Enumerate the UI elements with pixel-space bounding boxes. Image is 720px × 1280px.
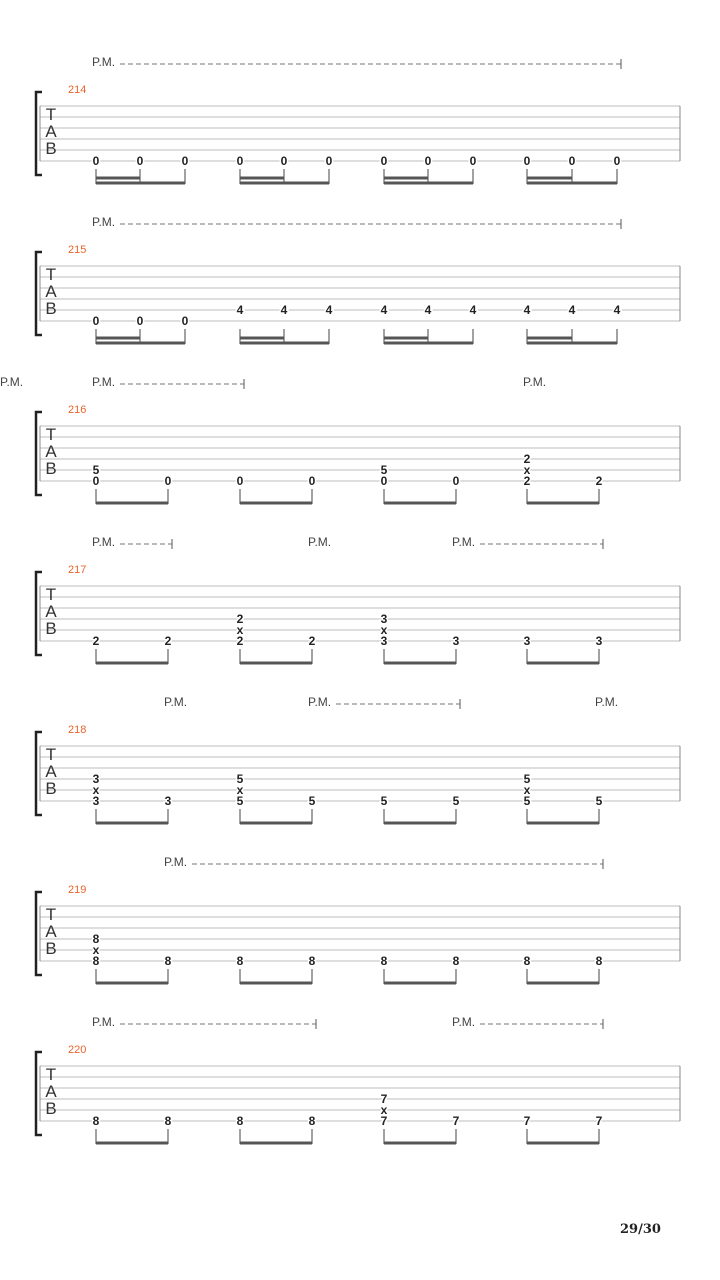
page-number: 29/30 [620,1222,661,1237]
fret-number: 8 [380,954,388,968]
fret-number: 0 [380,154,388,168]
fret-number: 2 [92,634,100,648]
tab-clef-letter: A [45,762,57,781]
palm-mute-label: P.M. [523,375,547,389]
fret-number: 0 [325,154,333,168]
fret-number: 2 [164,634,172,648]
tab-clef-letter: A [45,602,57,621]
tab-clef-letter: T [45,425,57,444]
system-bracket [36,252,42,335]
fret-number: 2 [595,474,603,488]
fret-number: 0 [469,154,477,168]
fret-number: 5 [595,794,603,808]
palm-mute-label: P.M. [452,535,476,549]
fret-number: 5 [308,794,316,808]
measure-number: 217 [68,564,87,576]
fret-number: 4 [523,303,531,317]
tab-clef-letter: B [45,619,57,638]
tab-clef-letter: T [45,105,57,124]
palm-mute-label: P.M. [308,535,332,549]
tab-system [36,215,680,344]
fret-number: 5 [92,463,100,477]
tab-clef-letter: A [45,442,57,461]
palm-mute-label: P.M. [92,55,116,69]
fret-number: 0 [136,314,144,328]
fret-number: 3 [164,794,172,808]
dead-note: x [380,623,388,637]
measure-number: 214 [68,84,87,96]
fret-number: 4 [568,303,576,317]
system-bracket [36,92,42,175]
fret-number: 3 [92,794,100,808]
tab-system [36,695,680,824]
fret-number: 0 [236,154,244,168]
tab-clef-letter: T [45,745,57,764]
fret-number: 0 [613,154,621,168]
fret-number: 4 [280,303,288,317]
fret-number: 4 [380,303,388,317]
tab-clef-letter: A [45,922,57,941]
system-bracket [36,892,42,975]
fret-number: 8 [92,954,100,968]
fret-number: 0 [181,314,189,328]
tab-clef-letter: A [45,122,57,141]
fret-number: 0 [308,474,316,488]
tab-system [36,535,680,664]
tab-clef-letter: A [45,1082,57,1101]
dead-note: x [380,1103,388,1117]
fret-number: 8 [164,1114,172,1128]
tab-clef-letter: T [45,1065,57,1084]
fret-number: 0 [181,154,189,168]
tab-clef-letter: T [45,905,57,924]
palm-mute-label: P.M. [452,1015,476,1029]
system-bracket [36,572,42,655]
palm-mute-label: P.M. [92,535,116,549]
fret-number: 4 [325,303,333,317]
palm-mute-label: P.M. [595,695,619,709]
fret-number: 8 [236,1114,244,1128]
fret-number: 8 [164,954,172,968]
palm-mute-label: P.M. [164,855,188,869]
fret-number: 4 [613,303,621,317]
tab-system [36,855,680,984]
palm-mute-label: P.M. [308,695,332,709]
fret-number: 4 [469,303,477,317]
fret-number: 3 [452,634,460,648]
tab-system [36,1015,680,1144]
measure-number: 218 [68,724,87,736]
tab-clef-letter: T [45,265,57,284]
fret-number: 0 [92,314,100,328]
measure-number: 216 [68,404,87,416]
fret-number: 7 [452,1114,460,1128]
fret-number: 3 [380,612,388,626]
fret-number: 3 [92,772,100,786]
fret-number: 0 [523,154,531,168]
fret-number: 5 [523,794,531,808]
fret-number: 2 [308,634,316,648]
fret-number: 8 [236,954,244,968]
fret-number: 7 [523,1114,531,1128]
fret-number: 8 [308,954,316,968]
fret-number: 5 [236,794,244,808]
fret-number: 7 [380,1092,388,1106]
fret-number: 8 [92,932,100,946]
palm-mute-label: P.M. [92,375,116,389]
dead-note: x [523,783,531,797]
fret-number: 5 [380,463,388,477]
fret-number: 5 [452,794,460,808]
fret-number: 0 [380,474,388,488]
fret-number: 0 [236,474,244,488]
fret-number: 0 [164,474,172,488]
dead-note: x [236,623,244,637]
system-bracket [36,732,42,815]
dead-note: x [236,783,244,797]
fret-number: 3 [595,634,603,648]
fret-number: 8 [92,1114,100,1128]
system-bracket [36,1052,42,1135]
fret-number: 2 [236,634,244,648]
fret-number: 0 [568,154,576,168]
measure-number: 220 [68,1044,87,1056]
fret-number: 0 [92,154,100,168]
fret-number: 3 [523,634,531,648]
fret-number: 3 [380,634,388,648]
fret-number: 0 [452,474,460,488]
fret-number: 2 [523,474,531,488]
fret-number: 5 [523,772,531,786]
tab-system [36,55,680,184]
fret-number: 5 [236,772,244,786]
fret-number: 4 [424,303,432,317]
tab-clef-letter: B [45,939,57,958]
fret-number: 7 [380,1114,388,1128]
palm-mute-label: P.M. [92,1015,116,1029]
tab-clef-letter: A [45,282,57,301]
fret-number: 8 [523,954,531,968]
tab-clef-letter: B [45,779,57,798]
fret-number: 0 [136,154,144,168]
measure-number: 215 [68,244,87,256]
system-bracket [36,412,42,495]
fret-number: 0 [92,474,100,488]
palm-mute-label: P.M. [0,375,24,389]
fret-number: 8 [595,954,603,968]
palm-mute-label: P.M. [164,695,188,709]
dead-note: x [92,783,100,797]
fret-number: 4 [236,303,244,317]
tab-system [0,375,680,504]
fret-number: 2 [523,452,531,466]
fret-number: 0 [424,154,432,168]
fret-number: 8 [308,1114,316,1128]
tab-clef-letter: B [45,1099,57,1118]
palm-mute-label: P.M. [92,215,116,229]
measure-number: 219 [68,884,87,896]
dead-note: x [523,463,531,477]
tab-clef-letter: B [45,459,57,478]
fret-number: 5 [380,794,388,808]
dead-note: x [92,943,100,957]
fret-number: 8 [452,954,460,968]
fret-number: 2 [236,612,244,626]
fret-number: 7 [595,1114,603,1128]
fret-number: 0 [280,154,288,168]
tab-clef-letter: B [45,139,57,158]
tab-clef-letter: T [45,585,57,604]
tab-clef-letter: B [45,299,57,318]
